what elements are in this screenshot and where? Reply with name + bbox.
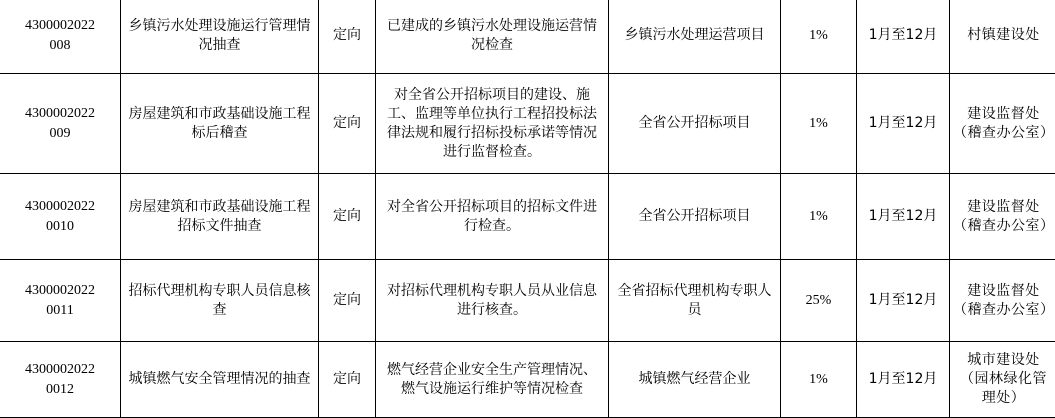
inspection-period: 1月至12月 — [857, 174, 950, 260]
inspection-method: 定向 — [319, 260, 376, 342]
table-row — [0, 0, 1055, 74]
item-name: 招标代理机构专职人员信息核查 — [121, 260, 319, 342]
inspection-content: 对招标代理机构专职人员从业信息进行核查。 — [376, 260, 609, 342]
inspection-period: 1月至12月 — [857, 260, 950, 342]
table-row — [0, 342, 1055, 418]
item-name: 房屋建筑和市政基础设施工程招标文件抽查 — [121, 174, 319, 260]
responsible-dept: 建设监督处（稽查办公室） — [950, 74, 1055, 174]
item-code — [0, 174, 121, 260]
inspection-content: 燃气经营企业安全生产管理情况、燃气设施运行维护等情况检查 — [376, 342, 609, 418]
item-code — [0, 74, 121, 174]
item-code-prefix: 4300002022 — [25, 283, 95, 298]
inspection-object: 城镇燃气经营企业 — [609, 342, 781, 418]
item-code-suffix: 0010 — [46, 219, 74, 234]
responsible-dept: 建设监督处（稽查办公室） — [950, 260, 1055, 342]
responsible-dept: 村镇建设处 — [950, 0, 1055, 74]
responsible-dept: 建设监督处（稽查办公室） — [950, 174, 1055, 260]
item-name: 城镇燃气安全管理情况的抽查 — [121, 342, 319, 418]
item-code-suffix: 008 — [50, 38, 71, 53]
table-row — [0, 174, 1055, 260]
table-row — [0, 74, 1055, 174]
inspection-method: 定向 — [319, 74, 376, 174]
sampling-ratio: 1% — [781, 342, 857, 418]
item-name: 乡镇污水处理设施运行管理情况抽查 — [121, 0, 319, 74]
inspection-object: 全省招标代理机构专职人员 — [609, 260, 781, 342]
sampling-ratio: 25% — [781, 260, 857, 342]
item-code-suffix: 0012 — [46, 382, 74, 397]
inspection-object: 全省公开招标项目 — [609, 74, 781, 174]
responsible-dept: 城市建设处（园林绿化管理处） — [950, 342, 1055, 418]
inspection-method: 定向 — [319, 0, 376, 74]
sampling-ratio: 1% — [781, 74, 857, 174]
inspection-content: 对全省公开招标项目的建设、施工、监理等单位执行工程招投标法律法规和履行招标投标承诺等情况进行监督检查。 — [376, 74, 609, 174]
inspection-object: 乡镇污水处理运营项目 — [609, 0, 781, 74]
inspection-content: 已建成的乡镇污水处理设施运营情况检查 — [376, 0, 609, 74]
item-code-suffix: 009 — [50, 126, 71, 141]
inspection-method: 定向 — [319, 174, 376, 260]
table-row — [0, 260, 1055, 342]
inspection-period: 1月至12月 — [857, 342, 950, 418]
item-code — [0, 0, 121, 74]
item-code-prefix: 4300002022 — [25, 18, 95, 33]
inspection-period: 1月至12月 — [857, 0, 950, 74]
item-code — [0, 342, 121, 418]
inspection-method: 定向 — [319, 342, 376, 418]
sampling-ratio: 1% — [781, 0, 857, 74]
inspection-content: 对全省公开招标项目的招标文件进行检查。 — [376, 174, 609, 260]
item-code-prefix: 4300002022 — [25, 106, 95, 121]
item-code-prefix: 4300002022 — [25, 199, 95, 214]
item-code-suffix: 0011 — [46, 303, 73, 318]
item-name: 房屋建筑和市政基础设施工程标后稽查 — [121, 74, 319, 174]
inspection-object: 全省公开招标项目 — [609, 174, 781, 260]
inspection-period: 1月至12月 — [857, 74, 950, 174]
item-code-prefix: 4300002022 — [25, 362, 95, 377]
sampling-ratio: 1% — [781, 174, 857, 260]
item-code — [0, 260, 121, 342]
